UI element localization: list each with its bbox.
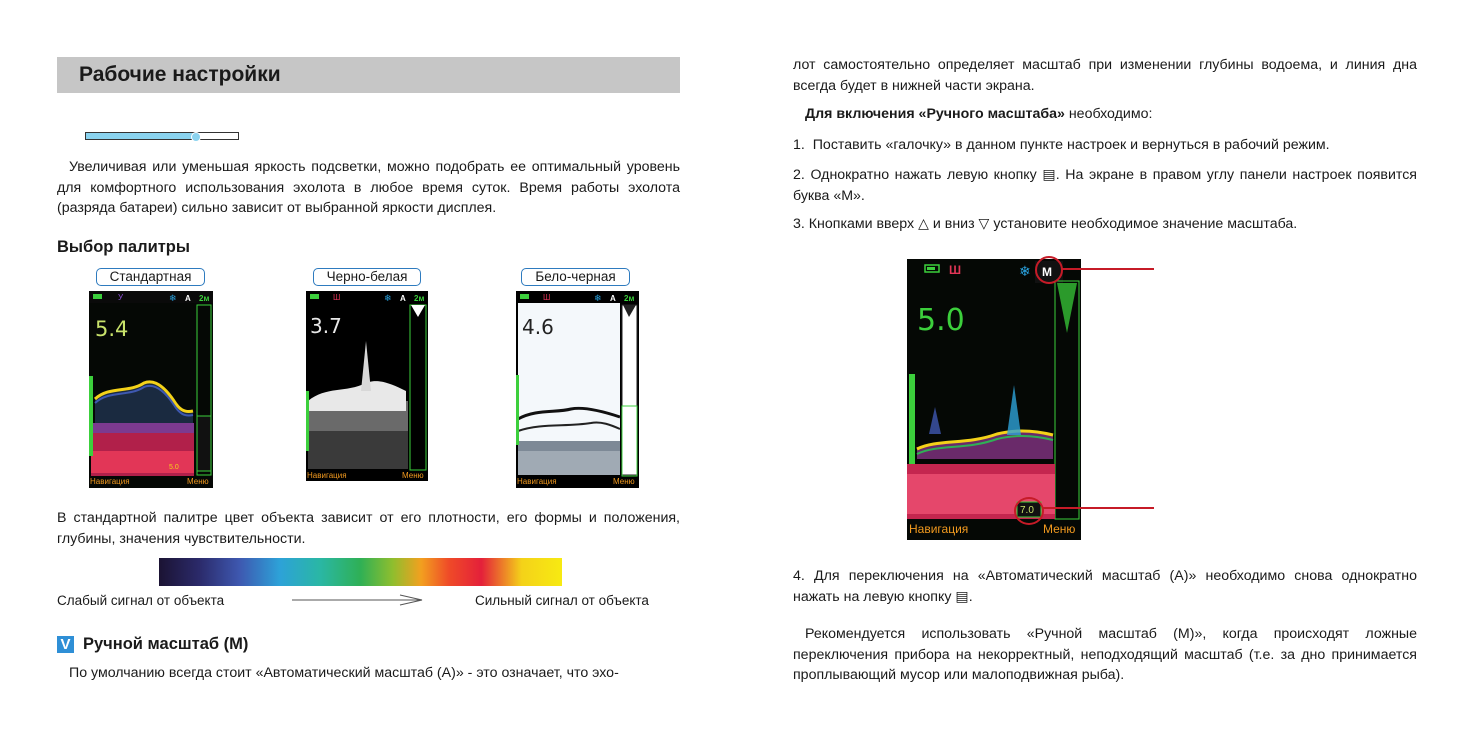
palette-description: В стандартной палитре цвет объекта зависит от его плотности, его формы и положения, глубины, значения чувствительности. (57, 510, 680, 547)
enable-rest: необходимо: (1064, 106, 1153, 122)
bottom-scale-value: 7.0 (1020, 505, 1034, 516)
brightness-description: Увеличивая или уменьшая яркость подсветки, можно подобрать ее оптимальный уровень для комфортного использования эхолота в любое время суток. Время работы эхолота (разряда батареи) сильно зависит от выбранной яркости дисплея. (57, 159, 680, 216)
device-menu-label: Меню (1043, 522, 1076, 536)
continuation-text: лот самостоятельно определяет масштаб при изменении глубины водоема, и линия дна всегда будет в нижней части экрана. (793, 57, 1417, 94)
step-2 (793, 165, 1417, 206)
callout-line-bottom (1042, 507, 1154, 509)
svg-text:❄: ❄ (384, 293, 392, 303)
manual-scale-sonar-image (907, 259, 1081, 540)
section-header (57, 57, 680, 93)
step-number: 3. (793, 216, 805, 232)
recommendation-text: Рекомендуется использовать «Ручной масштаб (М)», когда происходят ложные переключения прибора на некорректный, неподходящий масштаб (т.е. за дно принимается проплывающий мусор или малоподвижная рыба). (793, 626, 1417, 683)
step-number: 1. (793, 137, 805, 153)
svg-text:❄: ❄ (594, 293, 602, 303)
black-white-scale: 2м (414, 294, 425, 303)
white-black-scale: 2м (624, 294, 635, 303)
device-nav-label: Навигация (909, 522, 969, 536)
white-black-nav-label: Навигация (517, 477, 557, 486)
checkbox-checked-icon: V (57, 636, 74, 653)
step-1 (793, 135, 1417, 156)
black-white-nav-label: Навигация (307, 471, 347, 480)
black-white-sonar-image (306, 291, 428, 481)
svg-text:Ш: Ш (543, 293, 551, 302)
svg-text:Ш: Ш (333, 293, 341, 302)
brightness-slider-thumb[interactable] (191, 132, 201, 142)
svg-text:A: A (610, 294, 616, 303)
enable-instructions (793, 104, 1417, 125)
standard-nav-label: Навигация (90, 477, 130, 486)
svg-text:❄: ❄ (1019, 263, 1031, 279)
step-text: Кнопками вверх △ и вниз ▽ установите необходимое значение масштаба. (808, 216, 1298, 232)
callout-line-top (1061, 268, 1154, 270)
section-title: Рабочие настройки (79, 63, 281, 86)
white-black-sonar-image (516, 291, 639, 488)
step-3 (793, 214, 1417, 235)
device-screen-manual (907, 259, 1081, 540)
callout-circle-top (1035, 256, 1063, 284)
palette-label-standard: Стандартная (96, 268, 205, 286)
white-black-menu-label: Меню (613, 477, 635, 486)
black-white-menu-label: Меню (402, 471, 424, 480)
strong-signal-label: Сильный сигнал от объекта (475, 593, 649, 608)
signal-color-gradient (159, 558, 562, 586)
svg-text:Ш: Ш (949, 263, 962, 277)
step-text: Поставить «галочку» в данном пункте настроек и вернуться в рабочий режим. (812, 137, 1330, 153)
palette-label-black-white: Черно-белая (313, 268, 421, 286)
screen-standard (89, 291, 213, 488)
manual-scale-heading: Ручной масштаб (М) (83, 635, 249, 653)
black-white-depth: 3.7 (310, 314, 342, 338)
step-text: Однократно нажать левую кнопку ▤. На экране в правом углу панели настроек появится буква «М». (793, 167, 1417, 204)
arrow-right-icon (292, 594, 426, 606)
screen-black-white (306, 291, 428, 481)
svg-text:❄: ❄ (169, 293, 177, 303)
step-4: 4. Для переключения на «Автоматический масштаб (А)» необходимо снова однократно нажать на левую кнопку ▤. (793, 568, 1417, 605)
white-black-depth: 4.6 (522, 315, 554, 339)
enable-bold: Для включения «Ручного масштаба» (805, 106, 1065, 122)
svg-text:У: У (118, 293, 124, 302)
palette-heading: Выбор палитры (57, 238, 190, 256)
standard-depth: 5.4 (95, 317, 129, 341)
screen-white-black (516, 291, 639, 488)
standard-sonar-image (89, 291, 213, 488)
brightness-slider-fill (86, 133, 195, 139)
device-depth: 5.0 (917, 303, 965, 338)
brightness-slider[interactable] (85, 132, 239, 140)
manual-scale-text: По умолчанию всегда стоит «Автоматический масштаб (А)» - это означает, что эхо- (69, 665, 619, 681)
standard-scale: 2м (199, 294, 210, 303)
standard-menu-label: Меню (187, 477, 209, 486)
scale-letter: М (1042, 265, 1052, 279)
weak-signal-label: Слабый сигнал от объекта (57, 593, 225, 608)
standard-bottom-value: 5.0 (169, 464, 179, 471)
step-number: 2. (793, 167, 805, 183)
svg-text:A: A (185, 294, 191, 303)
svg-text:A: A (400, 294, 406, 303)
callout-circle-bottom (1014, 497, 1044, 525)
palette-label-white-black: Бело-черная (521, 268, 630, 286)
